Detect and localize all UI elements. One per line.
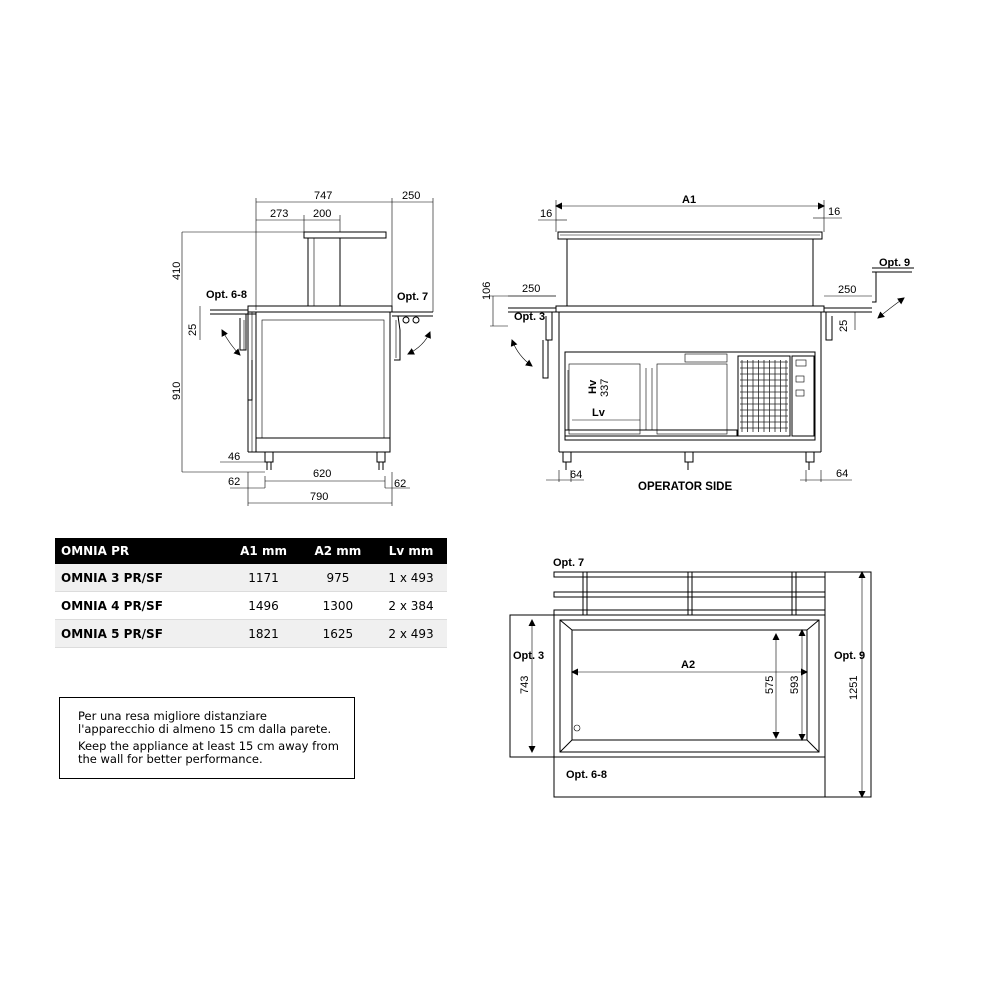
dim-106: 106 — [481, 281, 493, 300]
cell-a2: 1625 — [301, 620, 375, 648]
note-en-line-1: Keep the appliance at least 15 cm away from — [78, 739, 339, 753]
cell-model: OMNIA 5 PR/SF — [55, 620, 226, 648]
dim-250-front-right: 250 — [838, 284, 857, 296]
label-opt-6-8-top: Opt. 6-8 — [566, 769, 607, 781]
front-view — [481, 194, 914, 493]
label-opt-3-front: Opt. 3 — [514, 311, 546, 323]
cell-a2: 1300 — [301, 592, 375, 620]
label-opt-9-top: Opt. 9 — [834, 650, 866, 662]
label-opt-7-top: Opt. 7 — [553, 557, 585, 569]
front-shelf — [558, 232, 822, 306]
cell-a1: 1496 — [226, 592, 300, 620]
table-row — [55, 592, 447, 620]
label-opt-3-top: Opt. 3 — [513, 650, 545, 662]
dim-910: 910 — [171, 381, 183, 400]
cell-a2: 975 — [301, 564, 375, 592]
col-lv: Lv mm — [375, 538, 447, 564]
top-body — [510, 572, 871, 797]
dimensions-table — [55, 538, 447, 648]
col-model: OMNIA PR — [55, 538, 226, 564]
note-en-line-2: the wall for better performance. — [78, 752, 263, 766]
dim-790: 790 — [310, 491, 329, 503]
dim-16-left: 16 — [540, 208, 553, 220]
dim-62-right: 62 — [394, 478, 407, 490]
label-opt-6-8-side: Opt. 6-8 — [206, 289, 247, 301]
top-dimensions — [532, 572, 868, 797]
top-view — [510, 557, 871, 797]
dim-250-top: 250 — [402, 190, 421, 202]
dim-a2: A2 — [681, 659, 696, 671]
dim-64-right: 64 — [836, 468, 849, 480]
condenser-grille — [740, 360, 788, 432]
table-row — [55, 564, 447, 592]
dim-747: 747 — [314, 190, 333, 202]
dim-64-left: 64 — [570, 469, 583, 481]
side-view — [171, 190, 433, 506]
dim-25-side: 25 — [187, 323, 199, 336]
dim-743: 743 — [519, 675, 531, 694]
label-opt-7-side: Opt. 7 — [397, 291, 429, 303]
cell-lv: 2 x 384 — [375, 592, 447, 620]
dim-1251: 1251 — [848, 675, 860, 700]
side-opt-7-bracket — [392, 316, 430, 360]
dim-593: 593 — [789, 675, 801, 694]
front-worktop — [508, 306, 872, 312]
table-row — [55, 620, 447, 648]
table-header-row — [55, 538, 447, 564]
dim-337: 337 — [599, 378, 611, 397]
cell-model: OMNIA 3 PR/SF — [55, 564, 226, 592]
dim-575: 575 — [764, 675, 776, 694]
note-it-line-2: l'apparecchio di almeno 15 cm dalla parete. — [78, 722, 332, 736]
dim-250-front-left: 250 — [522, 283, 541, 295]
installation-note — [59, 697, 355, 779]
col-a2: A2 mm — [301, 538, 375, 564]
dim-200: 200 — [313, 208, 332, 220]
dim-620: 620 — [313, 468, 332, 480]
dim-410: 410 — [171, 261, 183, 280]
side-worktop — [210, 306, 433, 316]
note-italian — [78, 710, 354, 736]
dim-46: 46 — [228, 451, 241, 463]
side-cabinet — [248, 312, 390, 470]
dim-hv: Hv — [587, 379, 599, 394]
cell-a1: 1171 — [226, 564, 300, 592]
dim-lv: Lv — [592, 407, 605, 419]
cell-a1: 1821 — [226, 620, 300, 648]
top-opt-7-rails — [554, 572, 825, 615]
label-operator-side: OPERATOR SIDE — [638, 481, 733, 493]
note-it-line-1: Per una resa migliore distanziare — [78, 709, 267, 723]
dim-16-right: 16 — [828, 206, 841, 218]
cell-model: OMNIA 4 PR/SF — [55, 592, 226, 620]
cell-lv: 2 x 493 — [375, 620, 447, 648]
label-opt-9-front: Opt. 9 — [879, 257, 911, 269]
dim-62-left: 62 — [228, 476, 241, 488]
dim-273: 273 — [270, 208, 289, 220]
col-a1: A1 mm — [226, 538, 300, 564]
side-shelf — [304, 232, 386, 306]
dim-a1: A1 — [682, 194, 697, 206]
note-english — [78, 740, 354, 766]
dim-25-front: 25 — [838, 319, 850, 332]
cell-lv: 1 x 493 — [375, 564, 447, 592]
